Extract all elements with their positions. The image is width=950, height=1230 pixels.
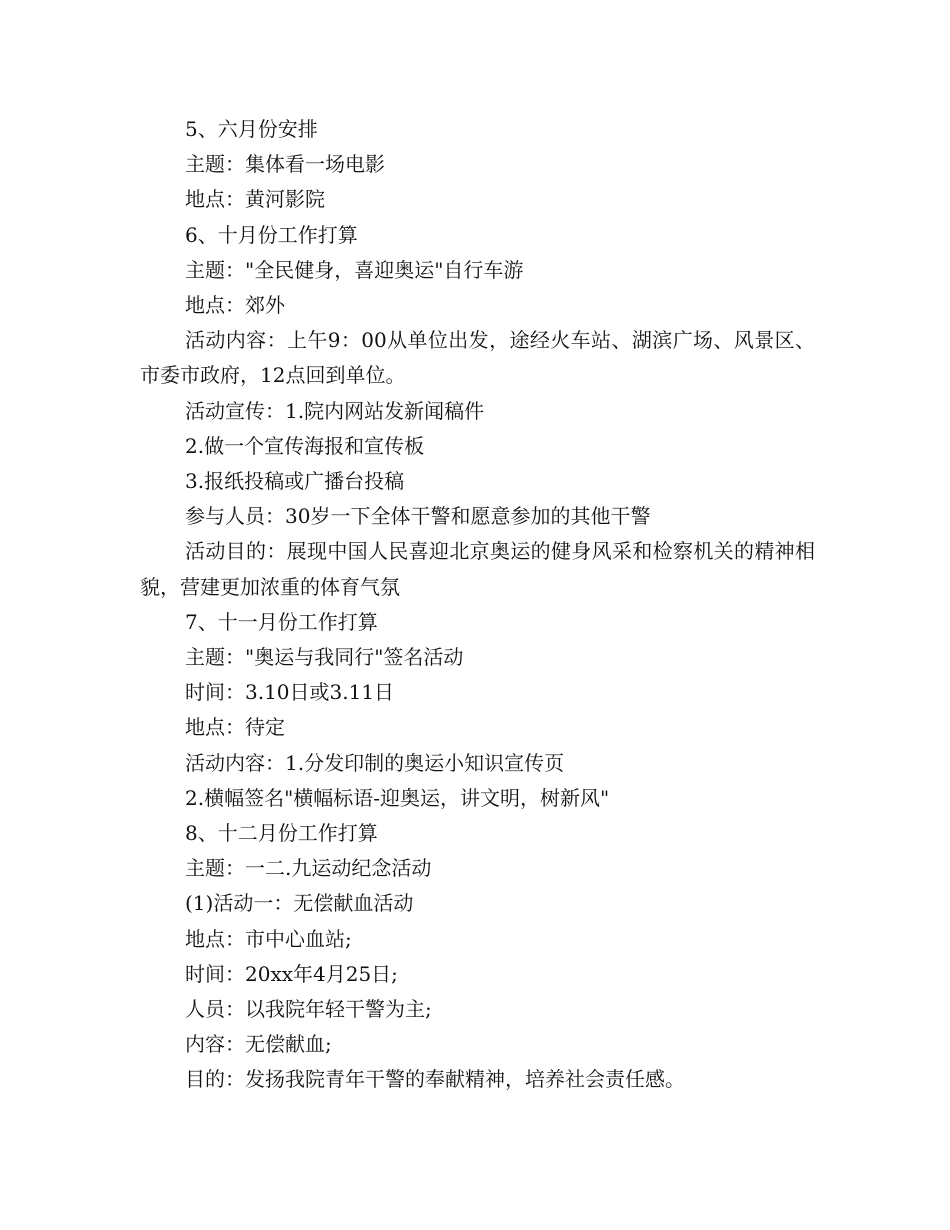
banner-line: 2.横幅签名"横幅标语-迎奥运，讲文明，树新风" (185, 785, 610, 810)
content-line: 内容：无偿献血; (185, 1032, 332, 1057)
publicity-item: 2.做一个宣传海报和宣传板 (185, 433, 425, 458)
theme-line: 主题：一二.九运动纪念活动 (185, 856, 432, 881)
participants-line: 参与人员：30岁一下全体干警和愿意参加的其他干警 (185, 504, 651, 529)
theme-line: 主题："全民健身，喜迎奥运"自行车游 (185, 257, 524, 282)
time-line: 时间：20xx年4月25日; (185, 961, 398, 986)
publicity-line: 活动宣传：1.院内网站发新闻稿件 (185, 398, 485, 423)
section-heading-june: 5、六月份安排 (185, 117, 318, 141)
activity-goal-paragraph: 活动目的：展现中国人民喜迎北京奥运的健身风采和检察机关的精神相貌，营建更加浓重的体育气氛 (140, 539, 815, 599)
document-body (140, 112, 815, 1098)
time-line: 时间：3.10日或3.11日 (185, 680, 395, 705)
activity-content-line: 活动内容：1.分发印制的奥运小知识宣传页 (185, 750, 565, 775)
publicity-item: 3.报纸投稿或广播台投稿 (185, 469, 405, 494)
purpose-line: 目的：发扬我院青年干警的奉献精神，培养社会责任感。 (185, 1067, 685, 1092)
theme-line: 主题："奥运与我同行"签名活动 (185, 645, 464, 670)
section-heading-december: 8、十二月份工作打算 (185, 821, 378, 846)
location-line: 地点：待定 (185, 715, 285, 740)
location-line: 地点：郊外 (185, 293, 285, 318)
location-line: 地点：黄河影院 (185, 187, 325, 212)
location-line: 地点：市中心血站; (185, 926, 352, 951)
activity-content-paragraph: 活动内容：上午9：00从单位出发，途经火车站、湖滨广场、风景区、市委市政府，12点回到单位。 (140, 328, 815, 388)
section-heading-november: 7、十一月份工作打算 (185, 609, 378, 634)
theme-line: 主题：集体看一场电影 (185, 152, 385, 177)
section-heading-october: 6、十月份工作打算 (185, 222, 358, 247)
activity-one-line: (1)活动一：无偿献血活动 (185, 891, 414, 916)
personnel-line: 人员：以我院年轻干警为主; (185, 997, 432, 1022)
